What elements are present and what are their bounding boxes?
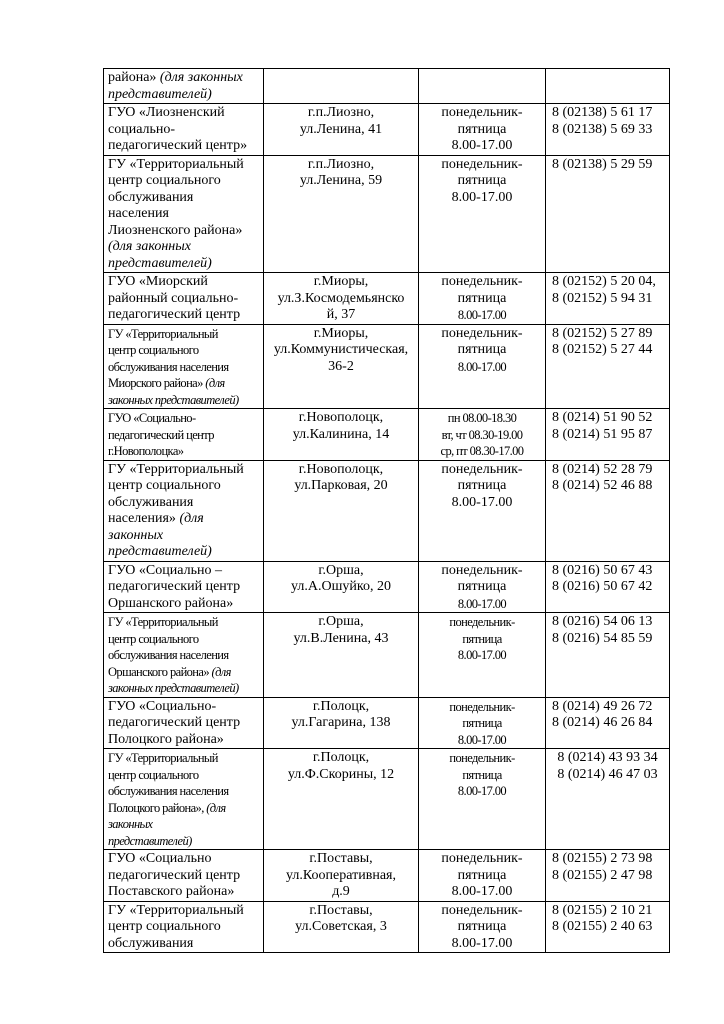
org-line: Миорского района» (108, 376, 203, 390)
org-italic: представителей) (108, 833, 192, 848)
org-line: районный социально- (108, 290, 239, 306)
address-cell (264, 104, 419, 156)
hours-cell (419, 409, 546, 461)
phone-number: 8 (0216) 50 67 43 (552, 562, 653, 578)
hours-line: 8.00-17.00 (457, 732, 507, 747)
org-italic: (для (203, 800, 226, 815)
hours-line: пятница (462, 767, 502, 782)
org-line: педагогический центр (108, 867, 241, 883)
hours-line: понедельник- (449, 751, 515, 765)
org-line: обслуживания населения (108, 359, 229, 374)
phones-cell (546, 460, 670, 561)
org-line: центр социального (108, 478, 221, 493)
org-line: обслуживания (108, 189, 194, 205)
address-line: ул.А.Ошуйко, 20 (291, 579, 391, 594)
org-line: г.Новополоцка» (108, 444, 184, 458)
org-line: педагогический центр» (108, 138, 248, 153)
hours-line: 8.00-17.00 (451, 935, 513, 951)
hours-line: пятница (457, 867, 507, 883)
address-line: ул.В.Ленина, 43 (293, 630, 389, 646)
hours-line: понедельник- (441, 156, 523, 172)
address-cell (264, 749, 419, 850)
address-line: г.Орша, (318, 562, 364, 578)
hours-line: понедельник- (441, 274, 523, 289)
address-cell (264, 460, 419, 561)
org-italic: (для законных (108, 239, 191, 254)
org-line: населения» (108, 511, 176, 526)
address-line: ул.Ф.Скорины, 12 (287, 766, 395, 782)
org-line: ГУО «Социально- (108, 411, 196, 425)
table-row (104, 613, 670, 698)
phone-number: 8 (0214) 43 93 34 (557, 750, 658, 765)
hours-cell (419, 69, 546, 104)
org-cell (104, 324, 264, 409)
address-line: г.п.Лиозно, (307, 156, 375, 172)
phone-number: 8 (02152) 5 20 04, (552, 274, 656, 289)
hours-line: пятница (457, 342, 507, 357)
address-line: г.Орша, (318, 614, 364, 629)
table-row (104, 697, 670, 749)
hours-line: пн 08.00-18.30 (447, 411, 517, 425)
org-line: Полоцкого района», (108, 800, 204, 815)
hours-line: пятница (457, 290, 507, 306)
hours-line: пятница (457, 579, 507, 594)
address-cell (264, 697, 419, 749)
org-line: центр социального (108, 631, 199, 646)
hours-line: 8.00-17.00 (457, 784, 507, 798)
hours-line: понедельник- (441, 851, 523, 866)
org-cell (104, 561, 264, 613)
table-row (104, 749, 670, 850)
phone-number: 8 (02152) 5 94 31 (552, 290, 653, 306)
org-line: педагогический центр (108, 427, 214, 442)
address-line: д.9 (332, 884, 350, 899)
hours-cell (419, 561, 546, 613)
hours-line: 8.00-17.00 (457, 359, 507, 374)
org-line: ГУ «Территориальный (108, 156, 244, 172)
phones-cell (546, 613, 670, 698)
org-line: обслуживания (108, 935, 194, 951)
hours-line: пятница (457, 121, 507, 137)
address-line: ул.Парковая, 20 (294, 478, 388, 493)
phone-number: 8 (0214) 51 95 87 (552, 426, 653, 442)
org-line: Оршанского района» (108, 664, 209, 679)
hours-line: 8.00-17.00 (451, 189, 513, 205)
hours-line: ср, пт 08.30-17.00 (440, 444, 524, 458)
org-line: обслуживания населения (108, 784, 229, 798)
org-cell (104, 901, 264, 953)
address-line: 36-2 (328, 358, 354, 374)
phones-cell (546, 749, 670, 850)
phones-cell (546, 69, 670, 104)
phones-cell (546, 850, 670, 902)
org-line: ГУ «Территориальный (108, 902, 244, 918)
hours-cell (419, 901, 546, 953)
phones-cell (546, 104, 670, 156)
phone-number: 8 (02152) 5 27 89 (552, 325, 653, 341)
table-row (104, 850, 670, 902)
org-line: обслуживания (108, 494, 194, 510)
org-italic: представителей) (108, 544, 212, 559)
address-line: г.Поставы, (309, 851, 373, 866)
org-line: ГУ «Территориальный (108, 326, 218, 341)
org-italic: законных представителей) (108, 681, 239, 695)
org-italic: законных представителей) (108, 392, 239, 407)
hours-line: понедельник- (441, 105, 523, 120)
org-line: педагогический центр (108, 307, 241, 322)
phone-number: 8 (02138) 5 61 17 (552, 105, 653, 120)
hours-line: пятница (457, 478, 507, 493)
org-line: педагогический центр (108, 715, 241, 730)
org-italic: законных (108, 527, 164, 543)
org-cell (104, 273, 264, 325)
org-line: центр социального (108, 343, 199, 357)
hours-line: пятница (462, 631, 502, 646)
table-row (104, 409, 670, 461)
table-row (104, 273, 670, 325)
org-line: центр социального (108, 767, 199, 782)
org-italic: (для законных представителей) (108, 70, 243, 102)
hours-line: 8.00-17.00 (451, 884, 513, 899)
org-italic: (для (175, 511, 204, 526)
phone-number: 8 (02155) 2 40 63 (552, 919, 653, 934)
phone-number: 8 (0216) 50 67 42 (552, 579, 653, 594)
org-line: обслуживания населения (108, 648, 229, 662)
org-line: центр социального (108, 919, 221, 934)
phones-cell (546, 409, 670, 461)
org-cell (104, 460, 264, 561)
org-cell (104, 155, 264, 273)
address-cell (264, 324, 419, 409)
hours-cell (419, 850, 546, 902)
hours-cell (419, 697, 546, 749)
address-cell (264, 69, 419, 104)
org-line: Оршанского района» (108, 595, 234, 611)
address-line: ул.Коммунистическая, (273, 342, 409, 357)
address-cell (264, 155, 419, 273)
address-cell (264, 409, 419, 461)
address-line: г.Миоры, (313, 274, 369, 289)
org-line: ГУ «Территориальный (108, 615, 218, 629)
address-line: г.Новополоцк, (298, 461, 384, 477)
org-cell (104, 613, 264, 698)
table-row (104, 901, 670, 953)
org-line: Лиозненского района» (108, 222, 243, 238)
hours-line: 8.00-17.00 (457, 648, 507, 662)
hours-line: пятница (462, 716, 502, 730)
org-line: социально- (108, 121, 176, 137)
phone-number: 8 (0214) 52 46 88 (552, 478, 653, 493)
phone-number: 8 (02155) 2 10 21 (552, 902, 653, 918)
hours-line: 8.00-17.00 (451, 494, 513, 510)
address-line: г.Новополоцк, (298, 410, 384, 425)
hours-line: понедельник- (441, 902, 523, 918)
phone-number: 8 (02138) 5 69 33 (552, 121, 653, 137)
phones-cell (546, 273, 670, 325)
table-row (104, 155, 670, 273)
table-row (104, 69, 670, 104)
org-line: ГУ «Территориальный (108, 751, 218, 765)
org-italic: (для (209, 664, 231, 679)
address-line: ул.Калинина, 14 (292, 426, 390, 442)
hours-line: пятница (457, 919, 507, 934)
hours-cell (419, 273, 546, 325)
hours-line: понедельник- (441, 461, 523, 477)
org-italic: представителей) (108, 255, 212, 271)
org-line: населения (108, 206, 169, 221)
social-centers-table (103, 68, 670, 953)
phone-number: 8 (0214) 49 26 72 (552, 698, 653, 714)
org-italic: (для (205, 376, 225, 390)
org-cell (104, 749, 264, 850)
phone-number: 8 (02138) 5 29 59 (552, 156, 653, 172)
document-page (103, 68, 669, 953)
org-cell (104, 697, 264, 749)
address-line: ул.Советская, 3 (295, 919, 387, 934)
phone-number: 8 (02155) 2 73 98 (552, 851, 653, 866)
hours-line: понедельник- (441, 325, 523, 341)
org-line: ГУ «Территориальный (108, 461, 244, 477)
address-cell (264, 561, 419, 613)
hours-line: 8.00-17.00 (457, 596, 507, 611)
phone-number: 8 (0214) 51 90 52 (552, 410, 653, 425)
hours-cell (419, 155, 546, 273)
org-line: Полоцкого района» (108, 731, 224, 747)
org-line: районa» (108, 70, 160, 85)
hours-cell (419, 460, 546, 561)
address-cell (264, 613, 419, 698)
hours-line: пятница (457, 173, 507, 188)
hours-cell (419, 324, 546, 409)
hours-line: вт, чт 08.30-19.00 (441, 427, 523, 442)
org-cell (104, 409, 264, 461)
org-line: ГУО «Социально- (108, 698, 217, 714)
address-cell (264, 273, 419, 325)
org-cell (104, 850, 264, 902)
phones-cell (546, 324, 670, 409)
phone-number: 8 (0216) 54 06 13 (552, 614, 653, 629)
org-line: ГУО «Лиозненский (108, 105, 225, 120)
org-line: центр социального (108, 173, 221, 188)
hours-line: понедельник- (449, 615, 515, 629)
address-line: й, 37 (326, 307, 356, 322)
phone-number: 8 (02155) 2 47 98 (552, 867, 653, 883)
hours-cell (419, 749, 546, 850)
org-line: ГУО «Социально – (108, 562, 222, 578)
hours-line: 8.00-17.00 (457, 308, 507, 322)
phone-number: 8 (0214) 46 26 84 (552, 715, 653, 730)
address-line: ул.Гагарина, 138 (291, 715, 391, 730)
org-line: ГУО «Социально (108, 851, 212, 866)
org-cell (104, 69, 264, 104)
hours-cell (419, 104, 546, 156)
address-line: г.Миоры, (313, 325, 369, 341)
table-row (104, 104, 670, 156)
address-cell (264, 901, 419, 953)
address-line: ул.Ленина, 59 (299, 173, 383, 188)
phones-cell (546, 697, 670, 749)
table-row (104, 324, 670, 409)
org-line: ГУО «Миорский (108, 274, 208, 289)
address-line: ул.З.Космодемьянско (277, 290, 405, 306)
org-line: Поставского района» (108, 884, 235, 899)
org-line: педагогический центр (108, 579, 241, 594)
address-cell (264, 850, 419, 902)
address-line: ул.Кооперативная, (286, 867, 396, 883)
table-row (104, 460, 670, 561)
hours-line: 8.00-17.00 (451, 138, 513, 153)
phones-cell (546, 561, 670, 613)
org-cell (104, 104, 264, 156)
hours-cell (419, 613, 546, 698)
address-line: г.Полоцк, (312, 750, 370, 765)
hours-line: понедельник- (441, 562, 523, 578)
phone-number: 8 (0214) 46 47 03 (557, 766, 658, 782)
hours-line: понедельник- (449, 699, 515, 714)
phone-number: 8 (02152) 5 27 44 (552, 342, 653, 357)
table-row (104, 561, 670, 613)
address-line: ул.Ленина, 41 (299, 121, 383, 137)
phone-number: 8 (0214) 52 28 79 (552, 461, 653, 477)
org-italic: законных (108, 817, 153, 831)
address-line: г.Полоцк, (312, 698, 370, 714)
phones-cell (546, 901, 670, 953)
phone-number: 8 (0216) 54 85 59 (552, 630, 653, 646)
phones-cell (546, 155, 670, 273)
address-line: г.п.Лиозно, (307, 105, 375, 120)
address-line: г.Поставы, (309, 902, 373, 918)
